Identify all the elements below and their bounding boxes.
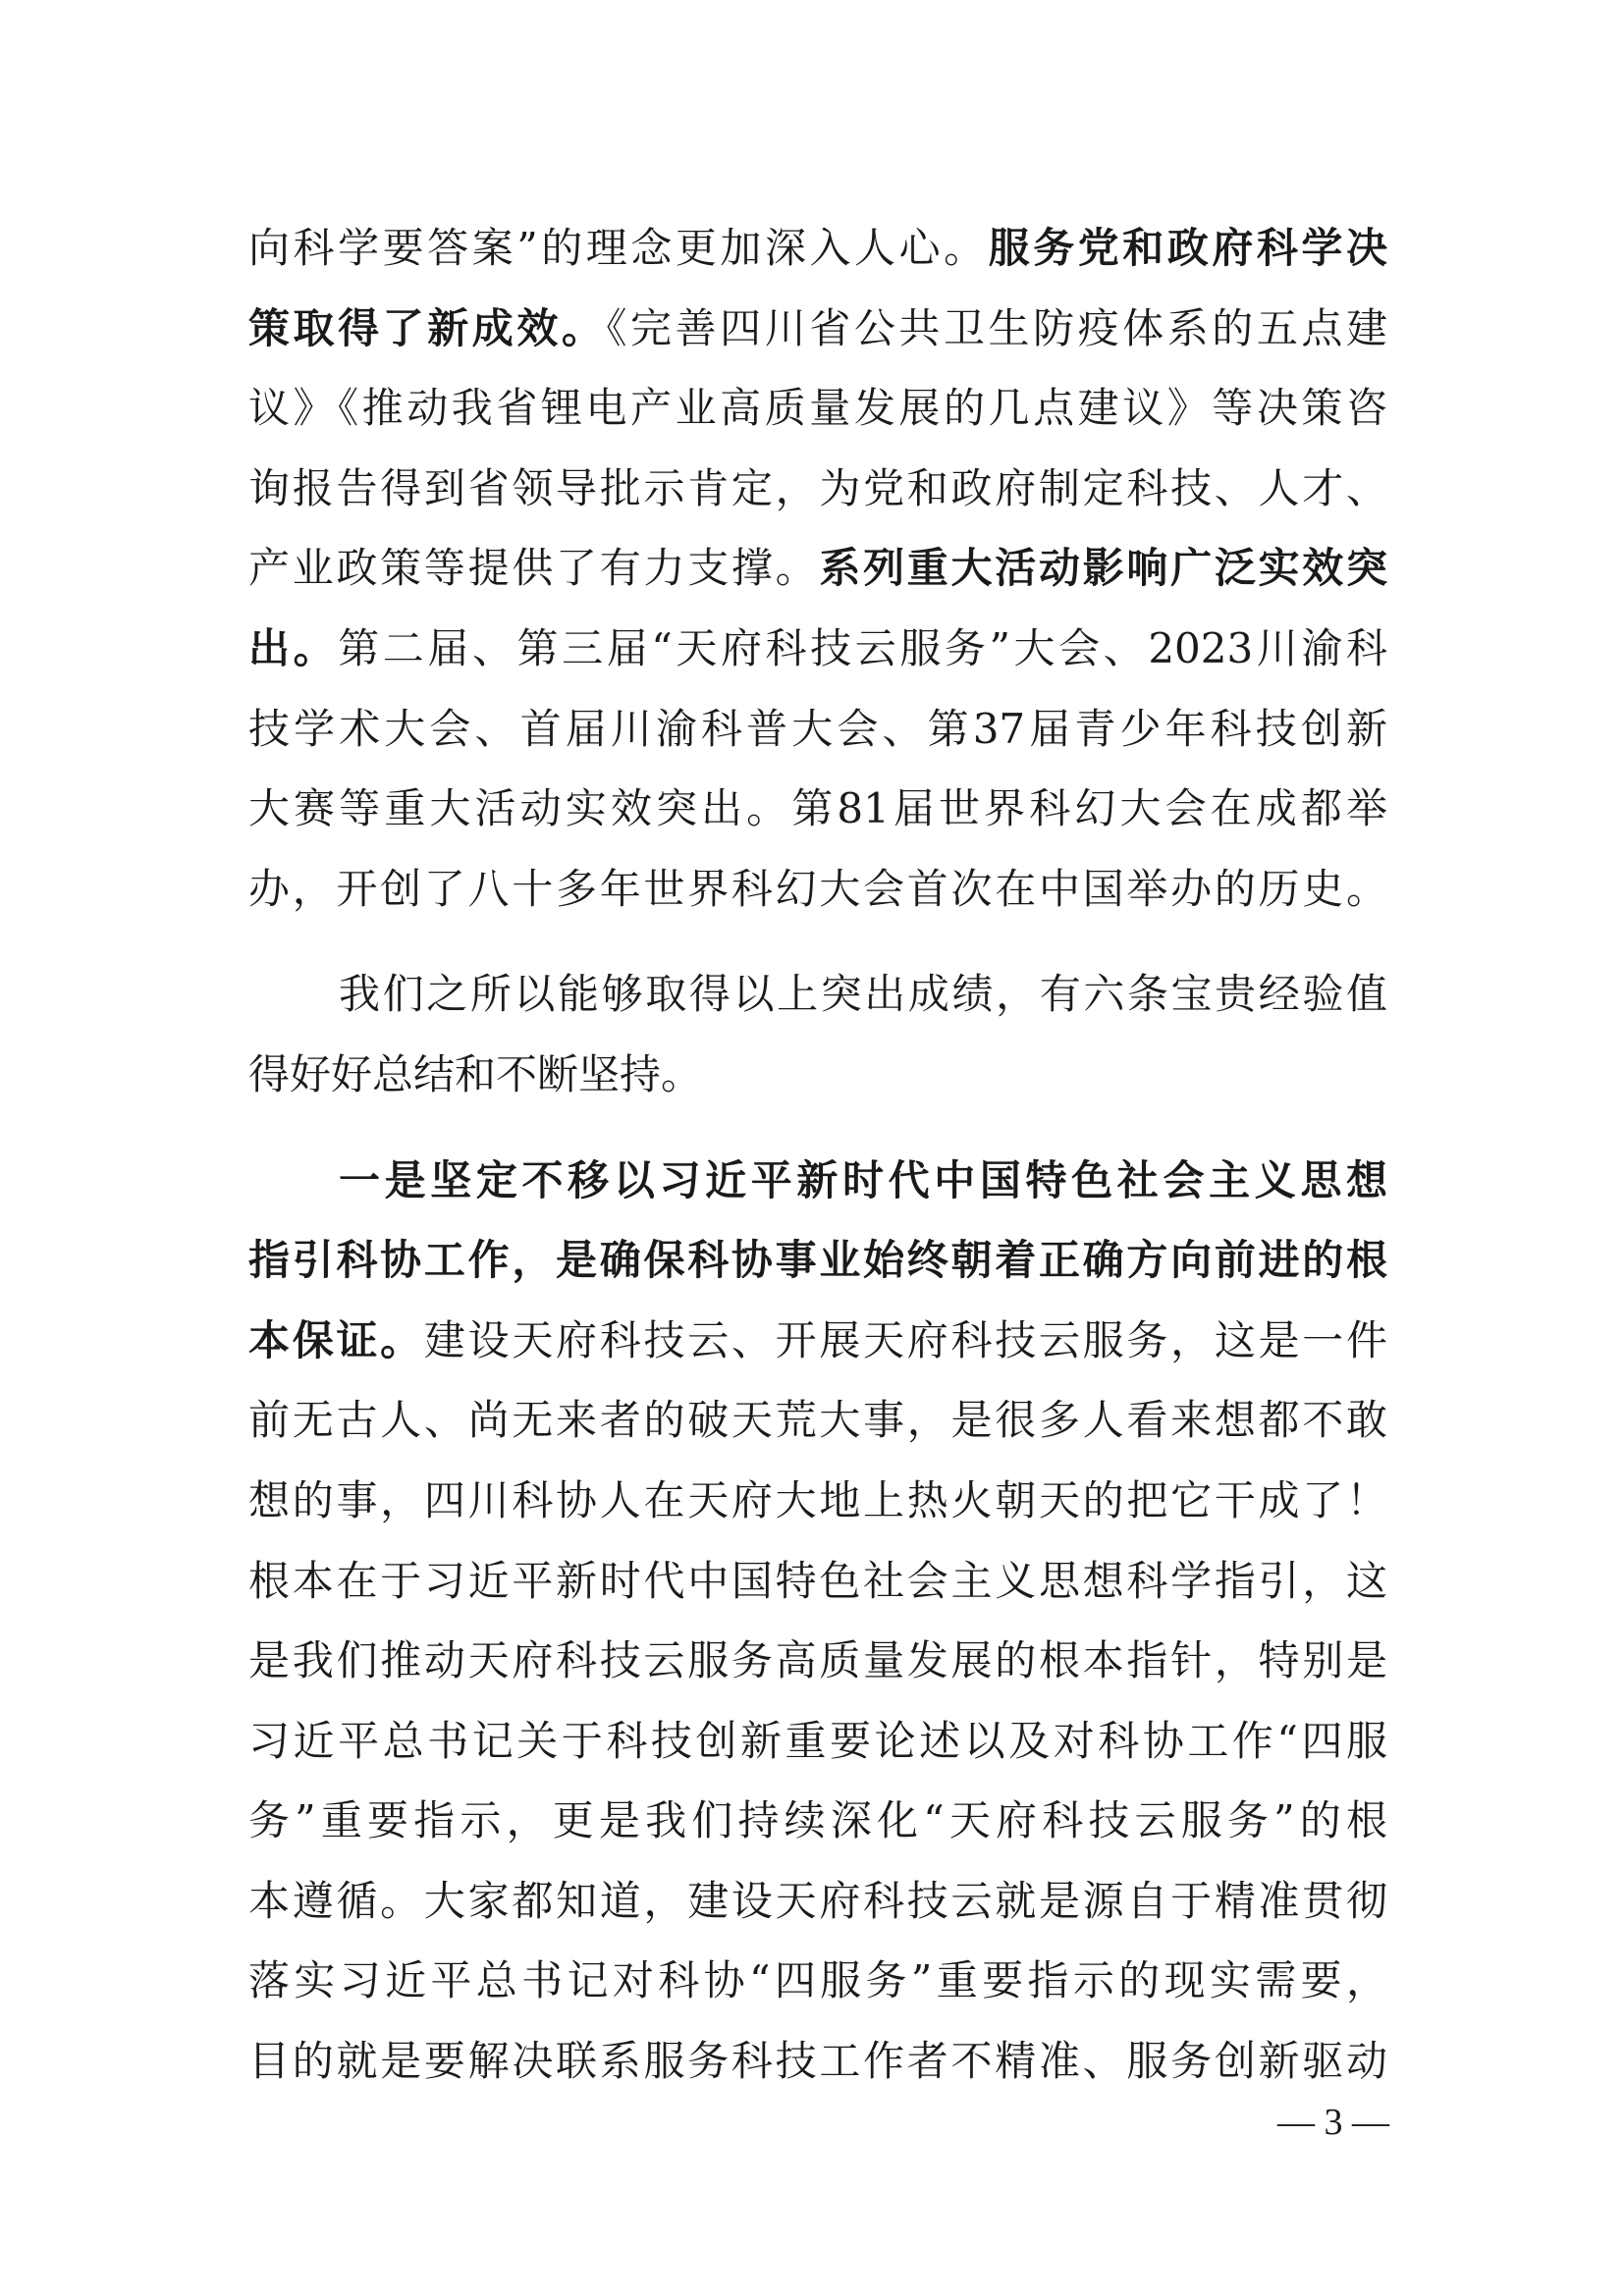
paragraph-p3-line [248,1141,1387,1221]
text-segment: 议》《推动我省锂电产业高质量发展的几点建议》等决策咨 [248,384,1387,433]
bold-text-segment: 本保证。 [248,1315,424,1364]
text-segment: 前无古人、尚无来者的破天荒大事，是很多人看来想都不敢 [248,1396,1387,1445]
paragraph-p2-line [248,1035,1387,1115]
paragraph-p3-line [248,2021,1387,2102]
paragraph-p1-line [248,609,1387,689]
text-segment: 想的事，四川科协人在天府大地上热火朝天的把它干成了！ [248,1475,1387,1524]
paragraph-p3-line [248,1301,1387,1381]
text-segment: 向科学要答案”的理念更加深入人心。 [248,224,989,272]
text-segment: 第二届、第三届“天府科技云服务”大会、2023川渝科 [338,623,1387,672]
text-segment: 得好好总结和不断坚持。 [248,1049,703,1098]
paragraph-p3-line [248,1701,1387,1782]
text-segment: 技学术大会、首届川渝科普大会、第37届青少年科技创新 [248,704,1387,753]
text-segment: 询报告得到省领导批示肯定，为党和政府制定科技、人才、 [248,463,1387,512]
paragraph-p1-line [248,849,1387,930]
paragraph-p1-line [248,289,1387,369]
paragraph-p2-line [248,954,1387,1035]
text-segment: 办，开创了八十多年世界科幻大会首次在中国举办的历史。 [248,864,1387,913]
body-text [248,208,1387,2102]
bold-text-segment: 策取得了新成效。 [248,303,607,352]
text-segment: 《完善四川省公共卫生防疫体系的五点建 [606,303,1387,352]
paragraph-gap [248,929,1387,954]
paragraph-p1-line [248,449,1387,529]
paragraph-p1-line [248,769,1387,849]
paragraph-p3-line [248,1781,1387,1861]
paragraph-p1-line [248,368,1387,449]
text-segment: 产业政策等提供了有力支撑。 [248,544,820,593]
bold-text-segment: 服务党和政府科学决 [988,224,1387,272]
bold-text-segment: 一是坚定不移以习近平新时代中国特色社会主义思想 [339,1155,1387,1204]
text-segment: 是我们推动天府科技云服务高质量发展的根本指针，特别是 [248,1636,1387,1685]
text-segment: 目的就是要解决联系服务科技工作者不精准、服务创新驱动 [248,2037,1387,2086]
text-segment: 根本在于习近平新时代中国特色社会主义思想科学指引，这 [248,1556,1387,1605]
paragraph-p3-line [248,1861,1387,1942]
paragraph-gap [248,1115,1387,1141]
bold-text-segment: 系列重大活动影响广泛实效突 [819,544,1387,593]
bold-text-segment: 指引科协工作，是确保科协事业始终朝着正确方向前进的根 [248,1236,1387,1285]
text-segment: 建设天府科技云、开展天府科技云服务，这是一件 [423,1315,1387,1364]
text-segment: 大赛等重大活动实效突出。第81届世界科幻大会在成都举 [248,784,1387,833]
paragraph-p1-line [248,528,1387,609]
paragraph-p3-line [248,1220,1387,1301]
text-segment: 务”重要指示，更是我们持续深化“天府科技云服务”的根 [248,1796,1387,1845]
text-segment: 落实习近平总书记对科协“四服务”重要指示的现实需要， [248,1956,1387,2005]
paragraph-p3-line [248,1461,1387,1541]
paragraph-p3-line [248,1541,1387,1622]
paragraph-p1-line [248,208,1387,289]
paragraph-p3-line [248,1380,1387,1461]
paragraph-p3-line [248,1621,1387,1701]
paragraph-p3-line [248,1941,1387,2021]
text-segment: 本遵循。大家都知道，建设天府科技云就是源自于精准贯彻 [248,1876,1387,1925]
paragraph-p1-line [248,689,1387,770]
bold-text-segment: 出。 [248,623,339,672]
text-segment: 我们之所以能够取得以上突出成绩，有六条宝贵经验值 [339,970,1387,1019]
text-segment: 习近平总书记关于科技创新重要论述以及对科协工作“四服 [248,1716,1387,1765]
page-number: — 3 — [1277,2102,1389,2143]
